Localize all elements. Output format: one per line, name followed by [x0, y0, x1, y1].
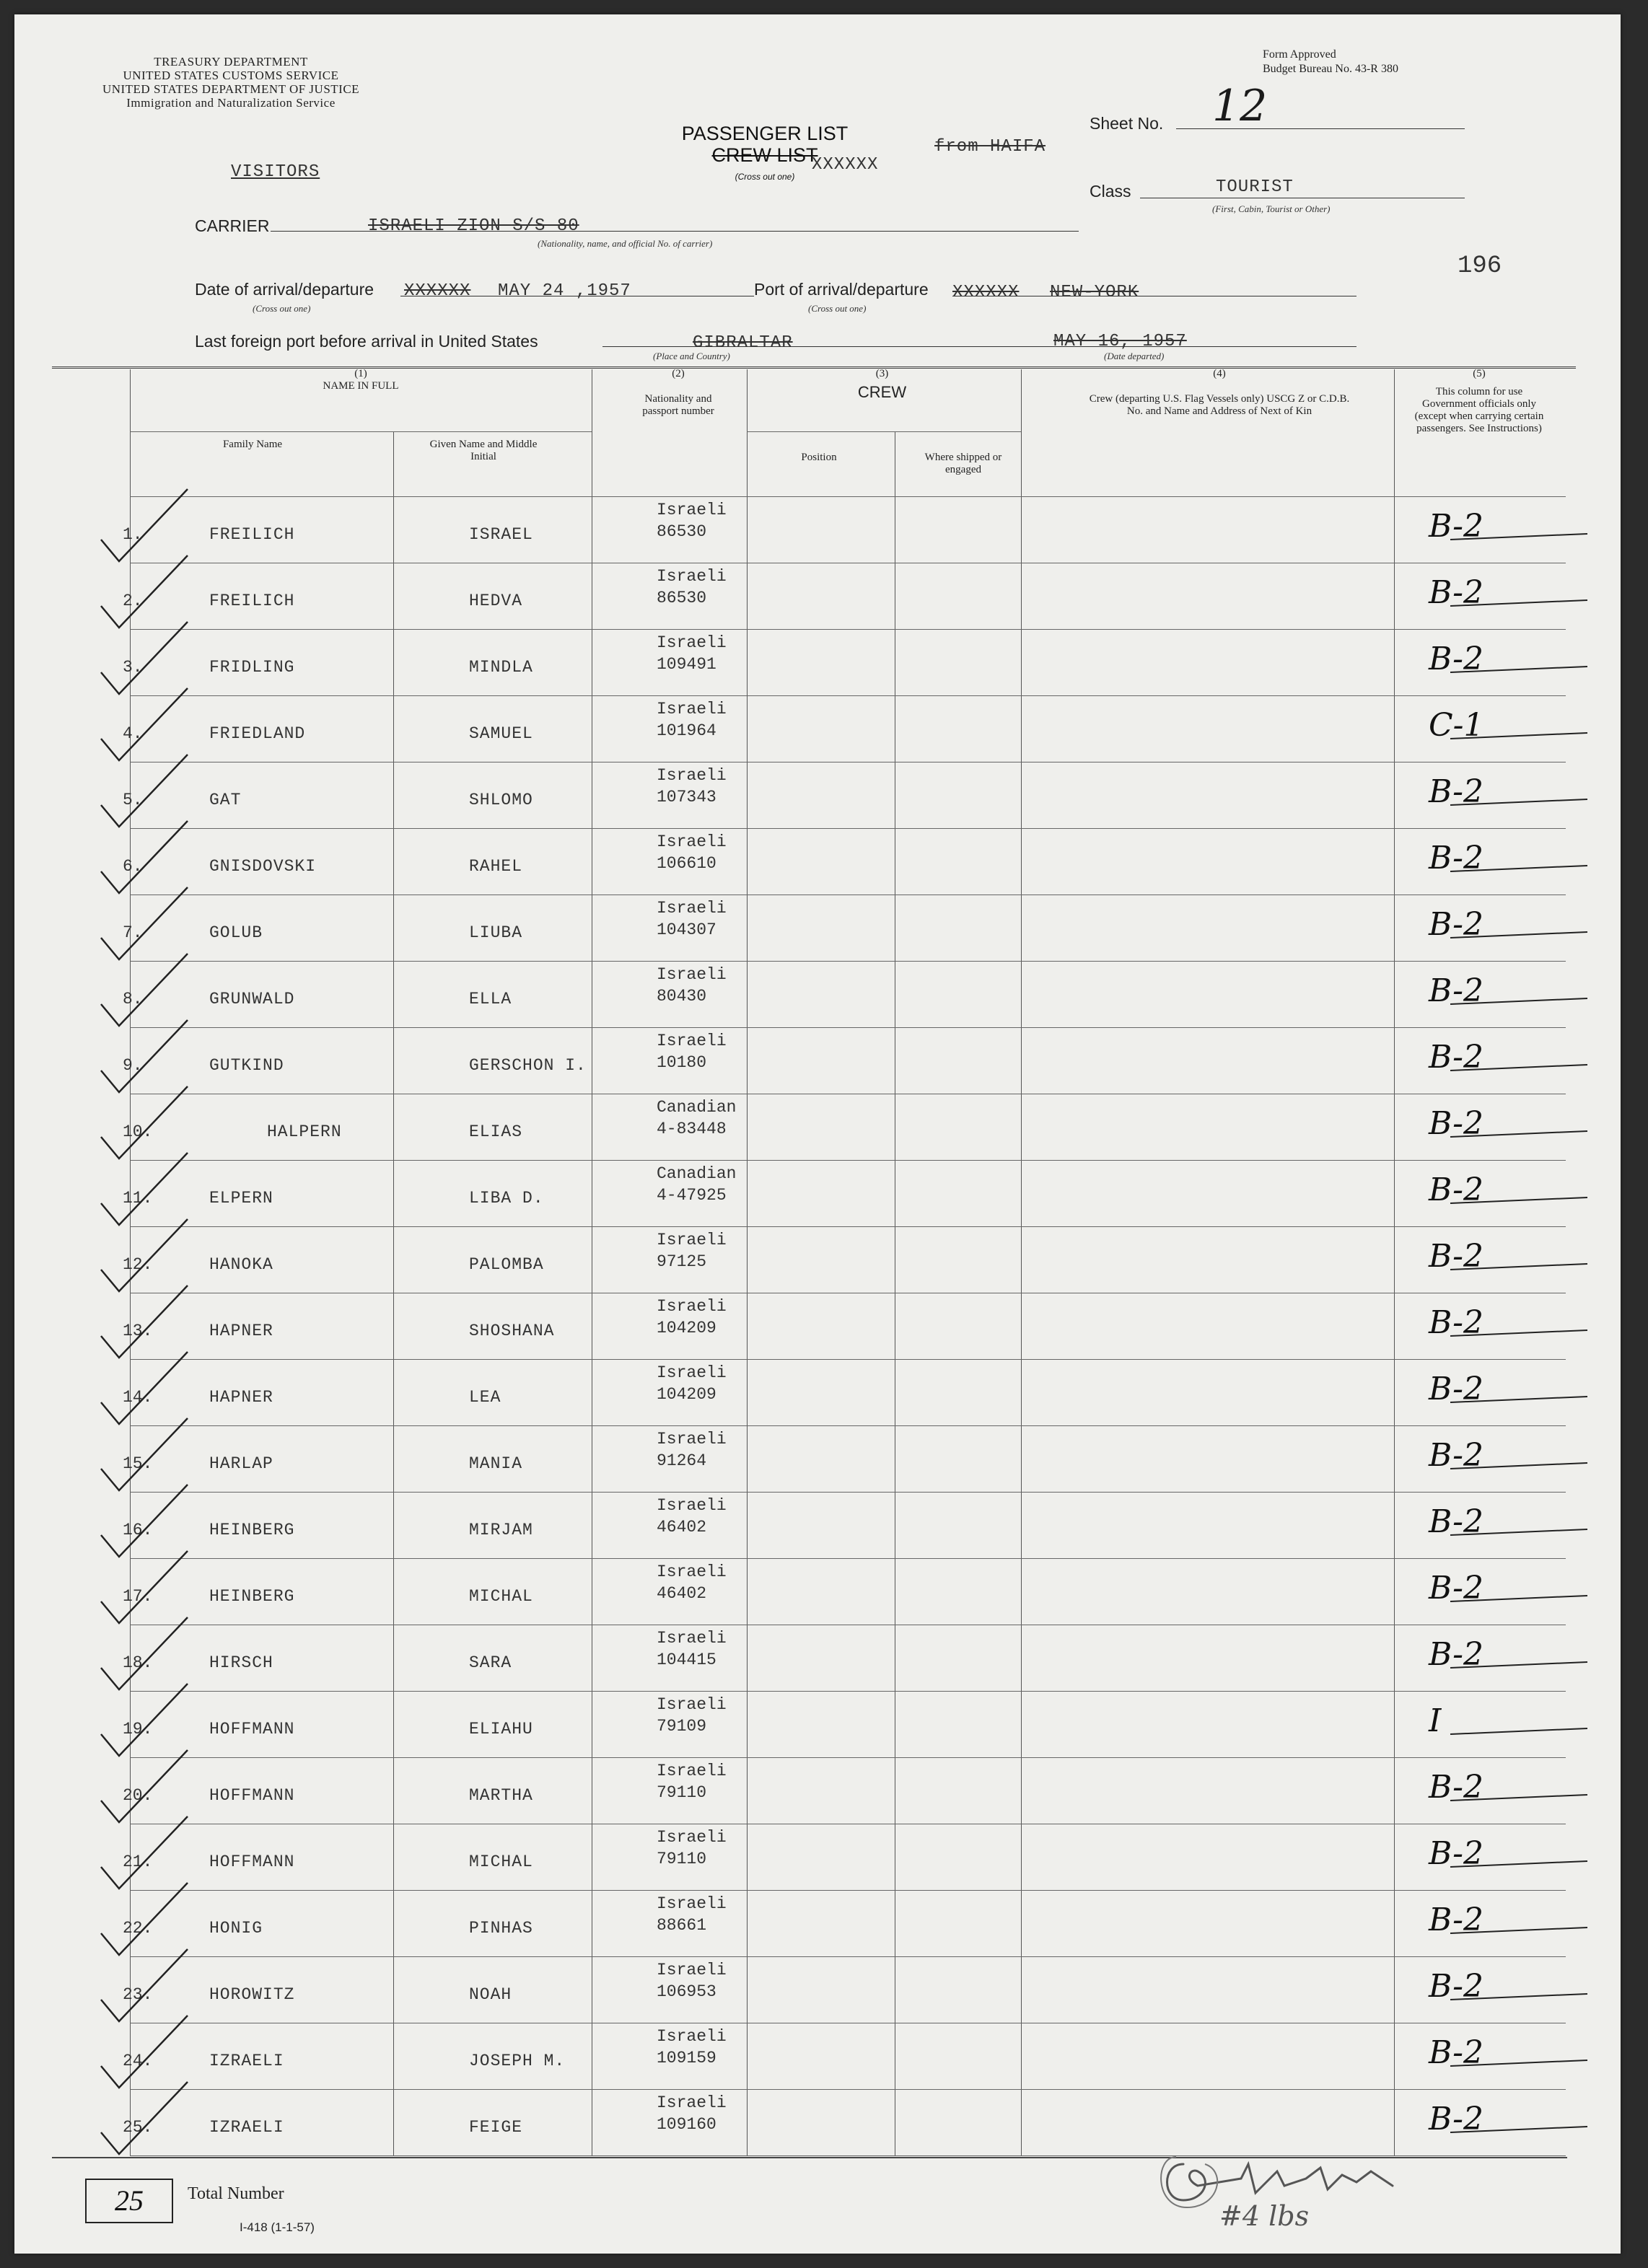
position-heading: Position	[801, 452, 837, 463]
code-stroke	[1443, 1388, 1609, 1417]
col2-number: (2)	[672, 368, 685, 379]
passport-number: 46402	[657, 1584, 707, 1603]
handwritten-note: #4 lbs	[1219, 2200, 1310, 2232]
table-row	[14, 1492, 1621, 1558]
family-name: HIRSCH	[209, 1653, 273, 1672]
visitors-stamp: VISITORS	[231, 162, 320, 182]
table-row	[14, 1226, 1621, 1293]
given-name: SAMUEL	[469, 724, 533, 743]
visa-class-code: B-2	[1429, 1503, 1484, 1540]
date-note: (Cross out one)	[253, 303, 311, 314]
visa-class-code: B-2	[1429, 508, 1484, 545]
passport-number: 79110	[657, 1783, 707, 1802]
col5-title: This column for use Government officials only (except when carrying certain passengers. See Instructions)	[1414, 386, 1544, 434]
row-number: 9.	[123, 1056, 143, 1075]
visa-class-code: B-2	[1429, 574, 1484, 611]
nationality: Israeli	[657, 567, 727, 586]
code-stroke	[1443, 1720, 1609, 1749]
passport-number: 46402	[657, 1518, 707, 1537]
family-name: HONIG	[209, 1919, 263, 1938]
nationality: Israeli	[657, 832, 727, 851]
passport-number: 79110	[657, 1850, 707, 1868]
col5-number: (5)	[1473, 368, 1486, 379]
given-name: LEA	[469, 1388, 501, 1407]
code-stroke	[1443, 1919, 1609, 1948]
table-row	[14, 496, 1621, 563]
row-number: 24.	[123, 2052, 153, 2070]
given-name: ELIAHU	[469, 1720, 533, 1739]
form-approved-block	[1263, 48, 1398, 76]
carrier-value: ISRAELI ZION S/S 80	[368, 216, 579, 236]
port-note: (Cross out one)	[808, 303, 867, 314]
nationality: Canadian	[657, 1164, 737, 1183]
visa-class-code: B-2	[1429, 773, 1484, 810]
passport-number: 106953	[657, 1982, 716, 2001]
family-name: HOFFMANN	[209, 1786, 295, 1805]
row-number: 15.	[123, 1454, 153, 1473]
check-mark	[79, 2075, 195, 2161]
date-x-value: XXXXXX	[404, 281, 471, 301]
given-name: MARTHA	[469, 1786, 533, 1805]
nationality: Israeli	[657, 1496, 727, 1515]
visa-class-code: C-1	[1429, 707, 1484, 744]
last-port-note: (Place and Country)	[653, 351, 730, 361]
code-stroke	[1443, 990, 1609, 1019]
visa-class-code: B-2	[1429, 641, 1484, 677]
family-name: HALPERN	[267, 1122, 342, 1141]
nationality: Israeli	[657, 700, 727, 718]
port-value: NEW-YORK	[1050, 283, 1139, 302]
nationality: Israeli	[657, 1562, 727, 1581]
port-x-value: XXXXXX	[952, 283, 1020, 302]
given-name: ISRAEL	[469, 525, 533, 544]
code-stroke	[1443, 2052, 1609, 2080]
table-row	[14, 1027, 1621, 1094]
code-stroke	[1443, 791, 1609, 819]
visa-class-code: B-2	[1429, 840, 1484, 876]
family-name: FREILICH	[209, 592, 295, 610]
table-row	[14, 1293, 1621, 1359]
passport-number: 79109	[657, 1717, 707, 1736]
page-number: 196	[1458, 252, 1502, 280]
last-port-value: GIBRALTAR	[693, 333, 793, 353]
family-name: HEINBERG	[209, 1521, 295, 1539]
nationality: Canadian	[657, 1098, 737, 1117]
crew-list-struck: CREW LIST	[711, 144, 818, 166]
visa-class-code: B-2	[1429, 1039, 1484, 1076]
row-number: 10.	[123, 1122, 153, 1141]
family-name: GRUNWALD	[209, 990, 295, 1008]
class-label: Class	[1090, 182, 1131, 201]
row-number: 22.	[123, 1919, 153, 1938]
family-name: HOFFMANN	[209, 1720, 295, 1739]
total-count-box: 25	[85, 2179, 173, 2223]
given-name: MINDLA	[469, 658, 533, 677]
agency-line: UNITED STATES CUSTOMS SERVICE	[123, 69, 339, 82]
visa-class-code: B-2	[1429, 2101, 1484, 2137]
passport-number: 104307	[657, 920, 716, 939]
given-name: LIUBA	[469, 923, 523, 942]
given-name: ELIAS	[469, 1122, 523, 1141]
family-name: HAPNER	[209, 1388, 273, 1407]
col3-heading	[747, 368, 1017, 401]
code-stroke	[1443, 1122, 1609, 1151]
given-name: FEIGE	[469, 2118, 523, 2137]
row-number: 12.	[123, 1255, 153, 1274]
code-stroke	[1443, 1786, 1609, 1815]
given-name: MICHAL	[469, 1852, 533, 1871]
row-number: 3.	[123, 658, 143, 677]
nationality: Israeli	[657, 1828, 727, 1847]
family-name: GNISDOVSKI	[209, 857, 317, 876]
table-row	[14, 1890, 1621, 1956]
passport-number: 4-47925	[657, 1186, 727, 1205]
table-row	[14, 961, 1621, 1027]
row-number: 4.	[123, 724, 143, 743]
form-number: I-418 (1-1-57)	[240, 2220, 315, 2234]
col1-title: NAME IN FULL	[323, 380, 399, 392]
col3-title: CREW	[857, 383, 907, 401]
nationality: Israeli	[657, 1894, 727, 1913]
class-value: TOURIST	[1216, 177, 1294, 197]
visa-class-code: B-2	[1429, 1636, 1484, 1673]
given-name: RAHEL	[469, 857, 523, 876]
sheet-label: Sheet No.	[1090, 114, 1164, 133]
table-row	[14, 629, 1621, 695]
subheading-rule	[130, 431, 592, 432]
col5-heading	[1407, 368, 1551, 435]
row-number: 11.	[123, 1189, 153, 1208]
table-row	[14, 1824, 1621, 1890]
given-name: MICHAL	[469, 1587, 533, 1606]
row-number: 21.	[123, 1852, 153, 1871]
visa-class-code: B-2	[1429, 1769, 1484, 1806]
given-name: NOAH	[469, 1985, 512, 2004]
nationality: Israeli	[657, 1762, 727, 1780]
sheet-number: 12	[1212, 81, 1268, 131]
code-stroke	[1443, 724, 1609, 753]
table-row	[14, 762, 1621, 828]
passport-number: 10180	[657, 1053, 707, 1072]
code-stroke	[1443, 1255, 1609, 1284]
code-stroke	[1443, 1852, 1609, 1881]
family-name: IZRAELI	[209, 2052, 284, 2070]
code-stroke	[1443, 592, 1609, 620]
from-stamp: from HAIFA	[934, 137, 1046, 157]
visa-class-code: B-2	[1429, 1835, 1484, 1872]
nationality: Israeli	[657, 1297, 727, 1316]
date-label: Date of arrival/departure	[195, 280, 374, 299]
visa-class-code: B-2	[1429, 1437, 1484, 1474]
table-row	[14, 2023, 1621, 2089]
nationality: Israeli	[657, 1961, 727, 1979]
given-name: PALOMBA	[469, 1255, 544, 1274]
code-stroke	[1443, 1056, 1609, 1085]
table-row	[14, 1359, 1621, 1425]
passport-number: 109160	[657, 2115, 716, 2134]
table-row	[14, 1956, 1621, 2023]
code-stroke	[1443, 1985, 1609, 2014]
title-xxxx: XXXXXX	[812, 155, 879, 175]
family-name: GAT	[209, 791, 242, 809]
table-row	[14, 695, 1621, 762]
passport-number: 80430	[657, 987, 707, 1006]
title-passenger-list: PASSENGER LIST	[681, 123, 849, 144]
family-name: ELPERN	[209, 1189, 273, 1208]
agency-line: Immigration and Naturalization Service	[126, 96, 336, 110]
visa-class-code: I	[1429, 1702, 1442, 1739]
visa-class-code: B-2	[1429, 972, 1484, 1009]
nationality: Israeli	[657, 633, 727, 652]
table-row	[14, 1425, 1621, 1492]
col2-heading	[595, 368, 761, 418]
col4-heading	[1032, 368, 1407, 418]
visa-class-code: B-2	[1429, 1172, 1484, 1208]
row-number: 18.	[123, 1653, 153, 1672]
col3-number: (3)	[875, 368, 889, 379]
agency-line: UNITED STATES DEPARTMENT OF JUSTICE	[102, 82, 360, 96]
agency-header	[43, 55, 418, 110]
row-number: 20.	[123, 1786, 153, 1805]
family-name: FRIEDLAND	[209, 724, 306, 743]
passport-number: 4-83448	[657, 1120, 727, 1138]
table-row	[14, 828, 1621, 895]
carrier-label: CARRIER	[195, 216, 270, 235]
family-name: GUTKIND	[209, 1056, 284, 1075]
col4-title: Crew (departing U.S. Flag Vessels only) USCG Z or C.D.B. No. and Name and Address of Next of Kin	[1089, 393, 1350, 417]
given-name: MIRJAM	[469, 1521, 533, 1539]
passport-number: 107343	[657, 788, 716, 806]
where-shipped-heading: Where shipped or engaged	[924, 452, 1002, 475]
col1-number: (1)	[354, 368, 367, 379]
code-stroke	[1443, 525, 1609, 554]
nationality: Israeli	[657, 1629, 727, 1648]
code-stroke	[1443, 923, 1609, 952]
class-note: (First, Cabin, Tourist or Other)	[1212, 203, 1331, 214]
code-stroke	[1443, 1521, 1609, 1550]
passport-number: 109159	[657, 2049, 716, 2067]
code-stroke	[1443, 658, 1609, 687]
family-name: GOLUB	[209, 923, 263, 942]
family-name: IZRAELI	[209, 2118, 284, 2137]
given-name-heading: Given Name and Middle Initial	[429, 439, 538, 462]
departed-note: (Date departed)	[1104, 351, 1165, 361]
family-name: HANOKA	[209, 1255, 273, 1274]
passport-number: 91264	[657, 1451, 707, 1470]
table-row	[14, 1160, 1621, 1226]
code-stroke	[1443, 1653, 1609, 1682]
visa-class-code: B-2	[1429, 1238, 1484, 1275]
given-name: JOSEPH M.	[469, 2052, 566, 2070]
passport-number: 109491	[657, 655, 716, 674]
visa-class-code: B-2	[1429, 1570, 1484, 1606]
visa-class-code: B-2	[1429, 1304, 1484, 1341]
nationality: Israeli	[657, 1231, 727, 1249]
family-name-heading: Family Name	[222, 439, 283, 450]
passport-number: 86530	[657, 589, 707, 607]
family-name: HOROWITZ	[209, 1985, 295, 2004]
given-name: PINHAS	[469, 1919, 533, 1938]
nationality: Israeli	[657, 899, 727, 918]
row-number: 25.	[123, 2118, 153, 2137]
last-port-label: Last foreign port before arrival in United States	[195, 332, 538, 351]
carrier-note: (Nationality, name, and official No. of carrier)	[538, 238, 713, 249]
code-stroke	[1443, 857, 1609, 886]
family-name: HOFFMANN	[209, 1852, 295, 1871]
given-name: SHLOMO	[469, 791, 533, 809]
visa-class-code: B-2	[1429, 1902, 1484, 1938]
row-number: 19.	[123, 1720, 153, 1739]
code-stroke	[1443, 1587, 1609, 1616]
family-name: FREILICH	[209, 525, 295, 544]
given-name: MANIA	[469, 1454, 523, 1473]
passport-number: 97125	[657, 1252, 707, 1271]
visa-class-code: B-2	[1429, 1105, 1484, 1142]
row-number: 1.	[123, 525, 143, 544]
code-stroke	[1443, 2118, 1609, 2147]
code-stroke	[1443, 1189, 1609, 1218]
nationality: Israeli	[657, 2093, 727, 2112]
passport-number: 88661	[657, 1916, 707, 1935]
document-page	[14, 14, 1621, 2254]
total-label: Total Number	[188, 2184, 284, 2203]
family-name: HARLAP	[209, 1454, 273, 1473]
nationality: Israeli	[657, 766, 727, 785]
given-name: ELLA	[469, 990, 512, 1008]
passport-number: 86530	[657, 522, 707, 541]
visa-class-code: B-2	[1429, 906, 1484, 943]
given-name: LIBA D.	[469, 1189, 544, 1208]
given-name: GERSCHON I.	[469, 1056, 587, 1075]
subheading-rule	[747, 431, 1021, 432]
table-row	[14, 1625, 1621, 1691]
table-row	[14, 1691, 1621, 1757]
table-row	[14, 1094, 1621, 1160]
family-name: HEINBERG	[209, 1587, 295, 1606]
date-value: MAY 24 ,1957	[498, 281, 631, 301]
row-number: 16.	[123, 1521, 153, 1539]
col1-heading	[130, 368, 592, 392]
passport-number: 106610	[657, 854, 716, 873]
row-number: 7.	[123, 923, 143, 942]
title-crossout-note: (Cross out one)	[735, 172, 795, 182]
code-stroke	[1443, 1454, 1609, 1483]
departed-value: MAY 16, 1957	[1053, 332, 1187, 351]
nationality: Israeli	[657, 1430, 727, 1449]
row-number: 14.	[123, 1388, 153, 1407]
table-row	[14, 895, 1621, 961]
visa-class-code: B-2	[1429, 1968, 1484, 2005]
given-name: HEDVA	[469, 592, 523, 610]
code-stroke	[1443, 1322, 1609, 1350]
passport-number: 104415	[657, 1651, 716, 1669]
col4-number: (4)	[1213, 368, 1226, 379]
form-approved-label: Form Approved	[1263, 48, 1336, 61]
visa-class-code: B-2	[1429, 1371, 1484, 1407]
family-name: FRIDLING	[209, 658, 295, 677]
nationality: Israeli	[657, 1363, 727, 1382]
row-number: 8.	[123, 990, 143, 1008]
given-name: SARA	[469, 1653, 512, 1672]
budget-bureau-number: Budget Bureau No. 43-R 380	[1263, 63, 1398, 75]
passport-number: 104209	[657, 1385, 716, 1404]
row-number: 5.	[123, 791, 143, 809]
given-name: SHOSHANA	[469, 1322, 555, 1340]
port-label: Port of arrival/departure	[754, 280, 929, 299]
family-name: HAPNER	[209, 1322, 273, 1340]
nationality: Israeli	[657, 501, 727, 519]
table-row	[14, 1757, 1621, 1824]
table-row	[14, 563, 1621, 629]
table-row	[14, 1558, 1621, 1625]
row-number: 6.	[123, 857, 143, 876]
row-number: 2.	[123, 592, 143, 610]
nationality: Israeli	[657, 965, 727, 984]
passport-number: 101964	[657, 721, 716, 740]
row-number: 13.	[123, 1322, 153, 1340]
agency-line: TREASURY DEPARTMENT	[154, 55, 308, 69]
row-number: 23.	[123, 1985, 153, 2004]
passport-number: 104209	[657, 1319, 716, 1337]
visa-class-code: B-2	[1429, 2034, 1484, 2071]
nationality: Israeli	[657, 2027, 727, 2046]
row-number: 17.	[123, 1587, 153, 1606]
nationality: Israeli	[657, 1032, 727, 1050]
nationality: Israeli	[657, 1695, 727, 1714]
col2-title: Nationality and passport number	[642, 393, 714, 417]
